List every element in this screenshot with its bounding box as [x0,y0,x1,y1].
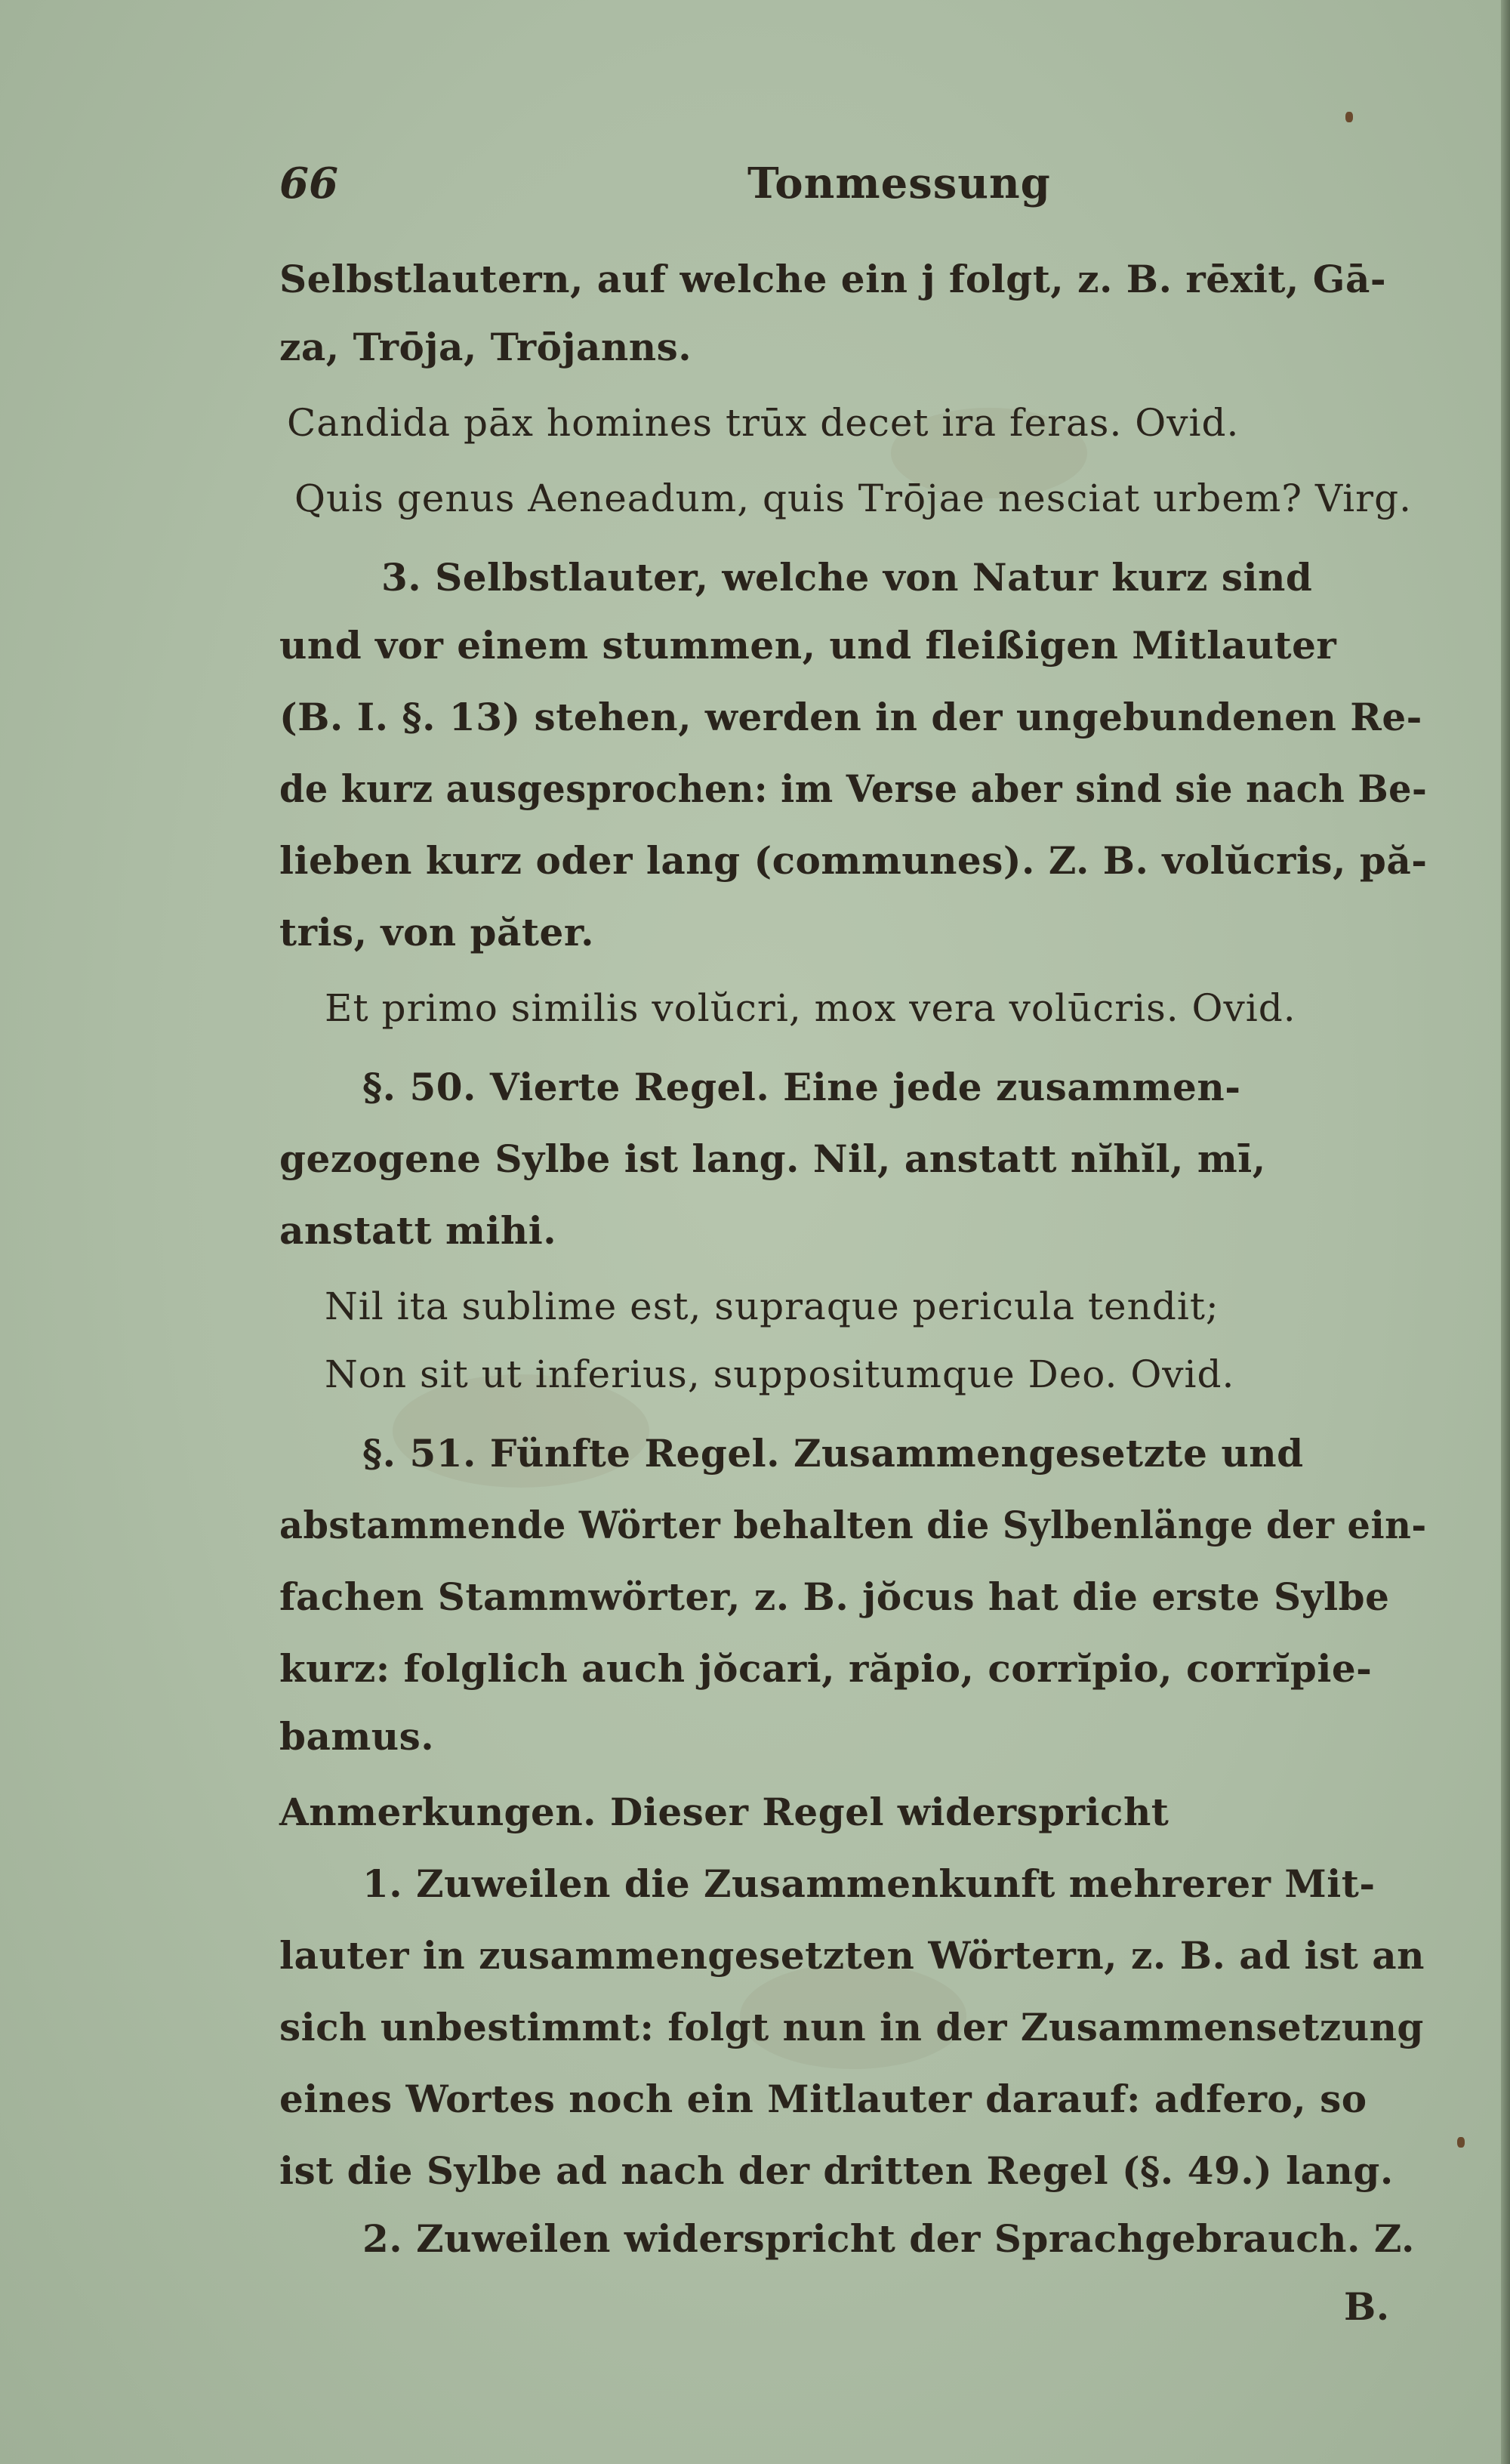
text-line: (B. I. §. 13) stehen, werden in der ungebundenen Re- [279,695,1422,739]
text-line: fachen Stammwörter, z. B. jŏcus hat die erste Sylbe [279,1574,1390,1619]
latin-verse: Et primo similis volŭcri, mox vera volūcris. Ovid. [325,986,1296,1030]
section-heading-51: §. 51. Fünfte Regel. Zusammengesetzte und [362,1431,1304,1476]
text-line: lieben kurz oder lang (communes). Z. B. volŭcris, pă- [279,838,1428,883]
text-line: anstatt mihi. [279,1208,557,1253]
page-edge-shadow [1501,0,1510,2464]
latin-verse: Non sit ut inferius, suppositumque Deo. Ovid. [325,1352,1235,1396]
text-line: lauter in zusammengesetzten Wörtern, z. B. ad ist an [279,1933,1425,1978]
running-head: Tonmessung [747,159,1051,208]
rule-heading-line: 3. Selbstlauter, welche von Natur kurz sind [381,555,1313,600]
text-line: Selbstlautern, auf welche ein j folgt, z. B. rēxit, Gā- [279,257,1387,301]
section-heading-50: §. 50. Vierte Regel. Eine jede zusammen- [362,1065,1241,1109]
text-line: tris, von păter. [279,910,594,954]
ink-speck [1457,2137,1465,2148]
text-line: und vor einem stummen, und fleißigen Mitlauter [279,623,1337,668]
text-line: gezogene Sylbe ist lang. Nil, anstatt nĭhĭl, mī, [279,1136,1266,1181]
text-line: sich unbestimmt: folgt nun in der Zusammensetzung [279,2005,1424,2049]
annotations-heading: Anmerkungen. Dieser Regel widerspricht [279,1790,1169,1834]
page-header [279,159,1412,211]
latin-verse: Quis genus Aeneadum, quis Trōjae nesciat urbem? Virg. [294,476,1412,520]
text-line: kurz: folglich auch jŏcari, răpio, corrĭpio, corrĭpie- [279,1646,1373,1691]
text-line: za, Trōja, Trōjanns. [279,325,692,369]
text-line: bamus. [279,1714,435,1759]
latin-verse: Nil ita sublime est, supraque pericula tendit; [325,1284,1219,1328]
latin-verse: Candida pāx homines trūx decet ira feras. Ovid. [287,401,1240,445]
text-line: abstammende Wörter behalten die Sylbenlänge der ein- [279,1503,1427,1547]
text-line: 2. Zuweilen widerspricht der Sprachgebrauch. Z. [362,2216,1415,2261]
text-line: eines Wortes noch ein Mitlauter darauf: adfero, so [279,2077,1367,2121]
text-line: ist die Sylbe ad nach der dritten Regel (§. 49.) lang. [279,2148,1394,2193]
text-line: 1. Zuweilen die Zusammenkunft mehrerer Mit- [362,1861,1376,1906]
ink-speck [1345,112,1353,122]
text-line: de kurz ausgesprochen: im Verse aber sind sie nach Be- [279,766,1428,811]
catchword: B. [1344,2284,1390,2329]
page-number: 66 [279,159,338,208]
